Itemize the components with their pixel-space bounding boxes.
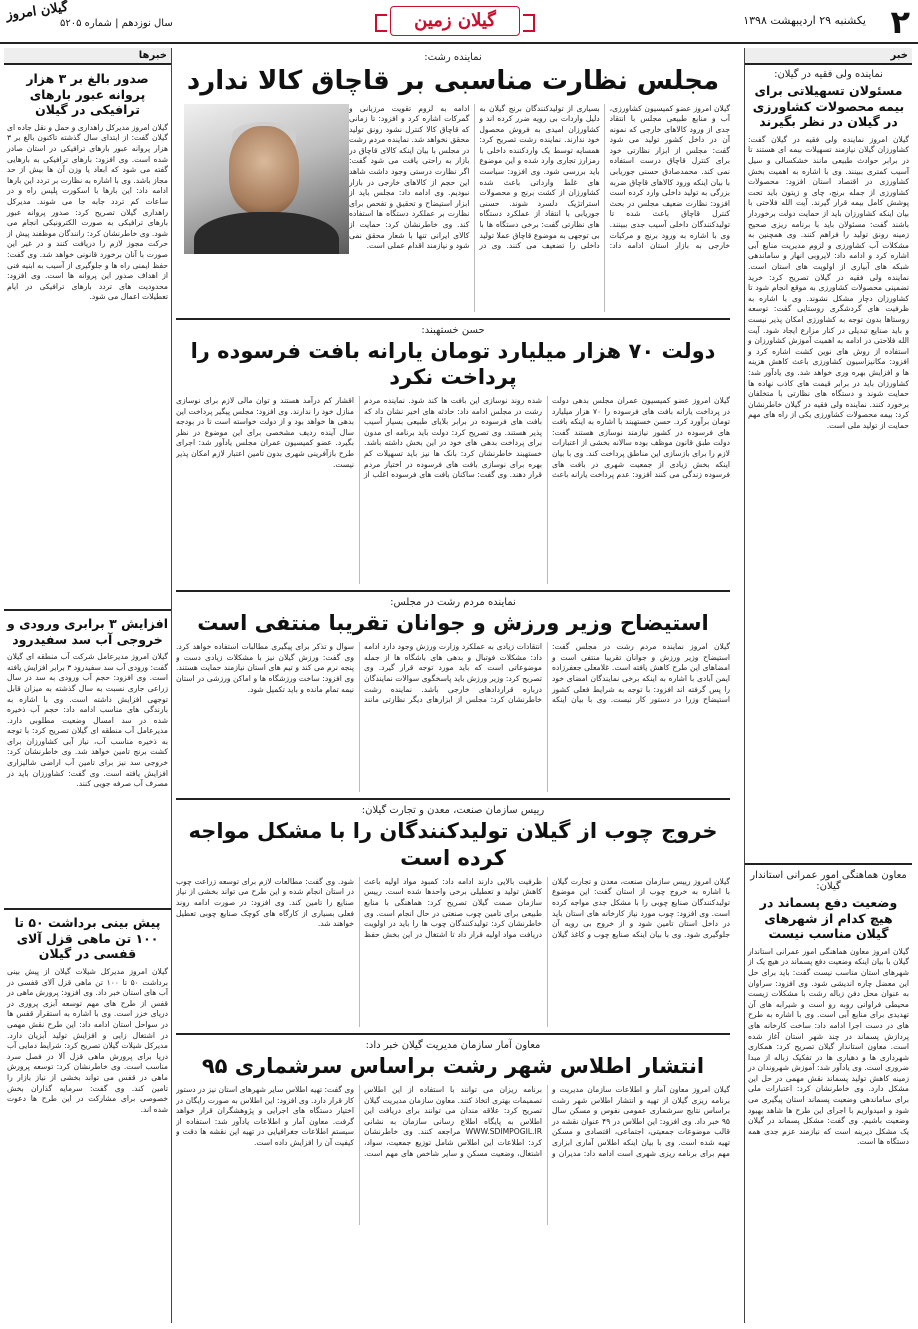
center-story-2 [176, 325, 730, 585]
left-story-2-headline: افزایش ۳ برابری ورودی و خروجی آب سد سفیدرود [6, 615, 168, 647]
center-story-3-body: گیلان امروز نماینده مردم رشت در مجلس گفت: استیضاح وزیر ورزش و جوانان تقریبا منتفی است و امضاهای این طرح کاهش یافته است. غلامعلی جعفرزاده ایمن آبادی با اشاره به اینکه برخی نمایندگان امضای خود را پس گرفته اند افزود: با توجه به شرایط فعلی کشور استیضاح وزرا در دستور کار نیست. وی با بیان اینکه انتقادات زیادی به عملکرد وزارت ورزش وجود دارد ادامه داد: مشکلات فوتبال و بدهی های باشگاه ها از جمله موضوعاتی است که باید مورد توجه قرار گیرد. وی تصریح کرد: وزیر ورزش باید پاسخگوی سوالات نمایندگان درباره قراردادهای خارجی باشد. نماینده رشت خاطرنشان کرد: مجلس از ابزارهای دیگر نظارتی مانند سوال و تذکر برای پیگیری مطالبات استفاده خواهد کرد. وی گفت: ورزش گیلان نیز با مشکلات زیادی دست و پنجه نرم می کند و تیم های استان نیازمند حمایت هستند. وی افزود: ساخت ورزشگاه ها و اماکن ورزشی در استان نیمه تمام مانده و باید تکمیل شود. [176, 642, 730, 705]
center-story-1-kicker: نماینده رشت: [424, 52, 482, 63]
photo-suit [194, 212, 339, 254]
center-story-2-body: گیلان امروز عضو کمیسیون عمران مجلس بدهی دولت در پرداخت یارانه بافت های فرسوده را ۷۰ هزار میلیارد تومان برآورد کرد. حسن خستهبند با اشاره به اینکه بافت های فرسوده در کشور نیازمند نوسازی هستند گفت: دولت طبق قانون موظف بوده سالانه بخشی از اعتبارات لازم را برای بازسازی این مناطق پرداخت کند. وی با بیان اینکه بخش زیادی از جمعیت شهری در بافت های فرسوده زندگی می کنند افزود: عدم پرداخت یارانه باعث شده روند نوسازی این بافت ها کند شود. نماینده مردم رشت در مجلس ادامه داد: حادثه های اخیر نشان داد که بافت های فرسوده در برابر بلایای طبیعی بسیار آسیب پذیر هستند. وی تصریح کرد: دولت باید برنامه ای مدون برای پرداخت بدهی های خود در این بخش داشته باشد. خستهبند خاطرنشان کرد: بانک ها نیز باید تسهیلات کم بهره برای نوسازی بافت های فرسوده در اختیار مردم قرار دهند. وی گفت: ساکنان بافت های فرسوده اغلب از اقشار کم درآمد هستند و توان مالی لازم برای نوسازی منازل خود را ندارند. وی افزود: مجلس پیگیر پرداخت این بدهی ها خواهد بود و از دولت خواسته است تا در بودجه سال آینده ردیف مشخصی برای این موضوع در نظر بگیرد. عضو کمیسیون عمران مجلس یادآور شد: اجرای طرح بازآفرینی شهری بدون تامین اعتبار لازم امکان پذیر نیست. [176, 396, 730, 480]
mp-portrait-photo [184, 104, 349, 254]
center-story-5 [176, 1040, 730, 1225]
center-story-3 [176, 597, 730, 792]
left-story-3 [4, 915, 171, 1307]
center-story-1-headline: مجلس نظارت مناسبی بر قاچاق کالا ندارد [186, 66, 720, 96]
center-story-5-headline: انتشار اطلاس شهر رشت براساس سرشماری ۹۵ [201, 1053, 705, 1078]
left-divider-1 [4, 609, 171, 611]
center-story-5-kicker: معاون آمار سازمان مدیریت گیلان خبر داد: [365, 1039, 541, 1051]
center-story-4-headline: خروج چوب از گیلان تولیدکنندگان را با مشکل مواجه کرده است [188, 819, 718, 870]
left-story-1 [4, 71, 171, 603]
right-story-1-body: گیلان امروز نماینده ولی فقیه در گیلان گفت: کشاورزان گیلان نیازمند تسهیلات بیمه ای هستند تا در برابر حوادث طبیعی مانند خشکسالی و سیل آسیب کمتری ببینند. وی با اشاره به اهمیت بخش کشاورزی در اقتصاد استان افزود: محصولات کشاورزی از جمله برنج، چای و زیتون باید تحت پوشش کامل بیمه قرار گیرند. آیت الله فلاحتی با بیان اینکه کشاورزان باید از حمایت دولت برخوردار باشند گفت: مسئولان باید با برنامه ریزی صحیح زمینه رونق تولید را فراهم کنند. وی همچنین به مشکلات آب کشاورزی و لزوم مدیریت منابع آبی اشاره کرد و ادامه داد: لایروبی انهار و ساماندهی شبکه های آبیاری از اولویت های استان است. نماینده ولی فقیه در گیلان تصریح کرد: خرید تضمینی محصولات کشاورزی به موقع انجام شود تا کشاورزان دچار مشکل نشوند. وی با اشاره به ظرفیت های گردشگری روستایی گفت: توسعه روستاها بدون توجه به کشاورزی امکان پذیر نیست و باید صنایع تبدیلی در کنار مزارع ایجاد شود. آیت الله فلاحتی در ادامه به اهمیت آموزش کشاورزان و استفاده از روش های نوین کشت اشاره کرد و افزود: مکانیزاسیون کشاورزی باعث کاهش هزینه ها و افزایش بهره وری خواهد شد. وی یادآور شد: کشاورزان باید در برابر قیمت های کاذب نهاده ها حمایت شوند و دستگاه های نظارتی با متخلفان برخورد کنند. نماینده ولی فقیه در گیلان خاطرنشان کرد: بیمه محصولات کشاورزی یکی از راه های مهم حمایت از تولید ملی است. [748, 134, 909, 430]
center-story-1-body: گیلان امروز عضو کمیسیون کشاورزی، آب و منابع طبیعی مجلس با انتقاد جدی از ورود کالاهای خارجی که نمونه آن در داخل کشور تولید می شود گفت: مجلس از ابزار نظارتی خود برای کنترل قاچاق درست استفاده نمی کند. محمدصادق حسنی جوریابی با بیان اینکه ورود کالاهای قاچاق ضربه بزرگی به تولید داخلی وارد کرده است افزود: نظارت ضعیف مجلس در بحث کنترل قاچاق باعث شده تا تولیدکنندگان داخلی آسیب جدی ببینند. وی با اشاره به ورود برنج و مرکبات خارجی به بازار استان ادامه داد: بسیاری از تولیدکنندگان برنج گیلان به دلیل واردات بی رویه ضرر کرده اند و کشاورزان امیدی به فروش محصول خود ندارند. نماینده رشت تصریح کرد: همسایه توسط یک واردکننده داخلی با رمزارز تجاری وارد شده و این موضوع باید بررسی شود. وی افزود: سیاست های غلط وارداتی باعث شده کشاورزان از کشت برنج و محصولات استراتژیک دلسرد شوند. حسنی جوریابی با انتقاد از عملکرد دستگاه های نظارتی گفت: برخی دستگاه ها با بی توجهی به موضوع قاچاق عملا تولید داخلی را تضعیف می کنند. وی در ادامه به لزوم تقویت مرزبانی و گمرکات اشاره کرد و افزود: تا زمانی که قاچاق کالا کنترل نشود رونق تولید محقق نخواهد شد. نماینده مردم رشت در مجلس با بیان اینکه کالای قاچاق در بازار به راحتی یافت می شود گفت: اگر نظارت درستی وجود داشت شاهد این حجم از کالاهای خارجی در بازار نبودیم. وی ادامه داد: مجلس باید از ابزار استیضاح و تحقیق و تفحص برای نظارت بر عملکرد دستگاه ها استفاده کند. وی خاطرنشان کرد: حمایت از کالای ایرانی تنها با شعار محقق نمی شود و نیازمند اقدام عملی است. [349, 103, 730, 251]
center-story-3-headline: استیضاح وزیر ورزش و جوانان تقریبا منتفی است [197, 611, 709, 635]
right-divider [745, 863, 912, 865]
left-story-2 [4, 616, 171, 902]
center-column [176, 48, 730, 1323]
center-divider-3 [176, 798, 730, 800]
right-story-2 [745, 870, 912, 1323]
center-divider-4 [176, 1033, 730, 1035]
center-story-3-kicker: نماینده مردم رشت در مجلس: [390, 597, 516, 608]
center-story-4-body: گیلان امروز رییس سازمان صنعت، معدن و تجارت گیلان با اشاره به خروج چوب از استان گفت: این موضوع تولیدکنندگان صنایع چوبی را با مشکل جدی مواجه کرده است. وی افزود: چوب مورد نیاز کارخانه های استان باید در داخل استان تامین شود و از خروج بی رویه آن جلوگیری شود. وی با بیان اینکه صنایع چوب و کاغذ گیلان ظرفیت بالایی دارند ادامه داد: کمبود مواد اولیه باعث کاهش تولید و تعطیلی برخی واحدها شده است. رییس سازمان صمت گیلان تصریح کرد: هماهنگی با منابع طبیعی برای تامین چوب صنعتی در حال انجام است. وی خاطرنشان کرد: تولیدکنندگان چوب ها را باید در اولویت دریافت مواد اولیه قرار داد تا اشتغال در این بخش حفظ شود. وی گفت: مطالعات لازم برای توسعه زراعت چوب در استان انجام شده و این طرح می تواند بخشی از نیاز صنایع را تامین کند. وی افزود: در صورت ادامه روند فعلی بسیاری از کارگاه های کوچک صنایع چوبی تعطیل خواهند شد. [176, 876, 730, 939]
publication-date: یکشنبه ۲۹ اردیبهشت ۱۳۹۸ [743, 14, 866, 27]
center-story-2-kicker: حسن خستهبند: [421, 324, 485, 336]
center-story-4 [176, 805, 730, 1027]
left-story-1-body: گیلان امروز مدیرکل راهداری و حمل و نقل جاده ای گیلان گفت: از ابتدای سال گذشته تاکنون بالغ بر ۳ هزار پروانه عبور بارهای ترافیکی در استان صادر شده است. وی افزود: بارهای ترافیکی به بارهایی گفته می شود که ابعاد یا وزن آن ها بیش از حد مجاز باشد. وی با اشاره به نظارت بر تردد این بارها ادامه داد: این بارها با اسکورت پلیس راه و در ساعات کم تردد جابه جا می شوند. مدیرکل راهداری گیلان تصریح کرد: صدور پروانه عبور بارهای ترافیکی به صورت الکترونیکی انجام می شود. وی خاطرنشان کرد: رانندگان موظفند پیش از حرکت مجوز لازم را دریافت کنند و در غیر این صورت با آنان برخورد قانونی خواهد شد. وی گفت: حفظ ایمنی راه ها و جلوگیری از آسیب به ابنیه فنی از اهداف صدور این پروانه ها است. وی افزود: محدودیت های تردد بارهای ترافیکی در ایام تعطیلات اعمال می شود. [7, 122, 168, 302]
center-story-4-kicker: رییس سازمان صنعت، معدن و تجارت گیلان: [361, 805, 545, 817]
issue-info: سال نوزدهم | شماره ۵۲۰۵ [60, 18, 173, 29]
left-column-label: خبرها [4, 48, 171, 65]
masthead [0, 0, 918, 44]
center-story-2-headline: دولت ۷۰ هزار میلیارد تومان یارانه بافت فرسوده را پرداخت نکرد [190, 338, 716, 389]
right-column-label: خبر [745, 48, 912, 65]
left-story-3-headline: پیش بینی برداشت ۵۰ تا ۱۰۰ تن ماهی قزل آلای قفسی در گیلان [14, 915, 161, 962]
right-story-1-headline: مسئولان تسهیلاتی برای بیمه محصولات کشاورزی در گیلان در نظر بگیرند [752, 83, 905, 130]
left-story-2-body: گیلان امروز مدیرعامل شرکت آب منطقه ای گیلان گفت: ورودی آب سد سفیدرود ۳ برابر افزایش یافته است. وی افزود: حجم آب ورودی به سد در سال زراعی جاری نسبت به سال گذشته به میزان قابل توجهی افزایش داشته است. وی با اشاره به بارندگی های مناسب ادامه داد: حجم آب ذخیره شده در سد امسال وضعیت مطلوبی دارد. مدیرعامل آب منطقه ای گیلان تصریح کرد: با توجه به ذخیره مناسب آب، نیاز آبی کشاورزان برای کشت برنج تامین خواهد شد. وی خاطرنشان کرد: خروجی سد نیز برای تامین آب اراضی شالیزاری افزایش یافته است. وی گفت: کشاورزان باید در مصرف آب صرفه جویی کنند. [7, 652, 168, 789]
right-story-2-headline: وضعیت دفع پسماند در هیچ کدام از شهرهای گیلان مناسب نیست [759, 894, 898, 942]
right-story-1-kicker: نماینده ولی فقیه در گیلان: [774, 69, 883, 80]
newspaper-logo: گیلان امروز [5, 0, 69, 24]
center-story-1 [176, 52, 730, 312]
left-story-3-body: گیلان امروز مدیرکل شیلات گیلان از پیش بینی برداشت ۵۰ تا ۱۰۰ تن ماهی قزل آلای قفسی در آب های استان خبر داد. وی افزود: پرورش ماهی در قفس از طرح های مهم توسعه آبزی پروری در دریای خزر است. وی با اشاره به استقرار قفس ها در سواحل استان ادامه داد: این طرح نقش مهمی در اشتغال زایی و افزایش تولید آبزیان دارد. مدیرکل شیلات گیلان تصریح کرد: شرایط دمایی آب دریا برای پرورش ماهی قزل آلا در فصل سرد مناسب است. وی خاطرنشان کرد: توسعه پرورش ماهی در قفس می تواند بخشی از نیاز بازار را تامین کند. وی گفت: سرمایه گذاران بخش خصوصی برای مشارکت در این طرح ها دعوت شده اند. [7, 967, 168, 1114]
left-story-1-headline: صدور بالغ بر ۳ هزار پروانه عبور بارهای ترافیکی در گیلان [26, 71, 149, 118]
right-story-2-body: گیلان امروز معاون هماهنگی امور عمرانی استاندار گیلان با بیان اینکه وضعیت دفع پسماند در هیچ یک از شهرهای استان مناسب نیست گفت: باید برای حل این معضل چاره اندیشی شود. وی افزود: سراوان به عنوان محل دفن زباله رشت با مشکلات زیست محیطی فراوانی روبه رو است و شیرابه های آن تهدیدی برای منابع آبی است. وی با اشاره به طرح های در دست اجرا ادامه داد: ساخت کارخانه های پردازش پسماند در چند شهر استان آغاز شده است. معاون استاندار گیلان تصریح کرد: همکاری شهرداری ها و دهیاری ها در تفکیک زباله از مبدا ضروری است. وی یادآور شد: آموزش شهروندان در زمینه کاهش تولید پسماند نقش مهمی در حل این مشکل دارد. وی خاطرنشان کرد: اعتبارات ملی برای ساماندهی وضعیت پسماند استان پیگیری می شود و امیدواریم با اجرای این طرح ها شاهد بهبود وضعیت باشیم. وی گفت: مشکل پسماند در گیلان یک مشکل دیرینه است که نیازمند عزم جدی همه دستگاه ها است. [748, 946, 909, 1147]
photo-face [229, 126, 299, 214]
section-title: گیلان زمین [390, 6, 520, 36]
page-number: ۲ [890, 3, 910, 41]
left-column [4, 48, 172, 1323]
center-story-5-body: گیلان امروز معاون آمار و اطلاعات سازمان مدیریت و برنامه ریزی گیلان از تهیه و انتشار اطلاس شهر رشت براساس نتایج سرشماری عمومی نفوس و مسکن سال ۹۵ خبر داد. وی افزود: این اطلاس در ۴۹ عنوان نقشه در قالب موضوعات جمعیتی، اجتماعی، اقتصادی و مسکن تهیه شده است. وی با بیان اینکه اطلاس آماری ابزاری مهم برای برنامه ریزی شهری است ادامه داد: مدیران و برنامه ریزان می توانند با استفاده از این اطلاس تصمیمات بهتری اتخاذ کنند. معاون سازمان مدیریت گیلان تصریح کرد: علاقه مندان می توانند برای دریافت این اطلاس به پایگاه اطلاع رسانی سازمان به نشانی WWW.SDIMPOGIL.IR مراجعه کنند. وی خاطرنشان کرد: اطلاعات این اطلاس شامل توزیع جمعیت، سواد، اشتغال، وضعیت مسکن و سایر شاخص های مهم است. وی گفت: تهیه اطلاس سایر شهرهای استان نیز در دستور کار قرار دارد. وی افزود: این اطلاس به صورت رایگان در اختیار دستگاه های اجرایی و پژوهشگران قرار خواهد گرفت. معاون آمار و اطلاعات یادآور شد: استفاده از سیستم اطلاعات جغرافیایی در تهیه این نقشه ها دقت و کیفیت آن را افزایش داده است. [176, 1085, 730, 1158]
right-story-2-kicker: معاون هماهنگی امور عمرانی استاندار گیلان: [750, 869, 907, 892]
center-divider-1 [176, 318, 730, 320]
center-divider-2 [176, 590, 730, 592]
right-story-1 [745, 69, 912, 857]
left-divider-2 [4, 908, 171, 910]
right-column [744, 48, 912, 1323]
